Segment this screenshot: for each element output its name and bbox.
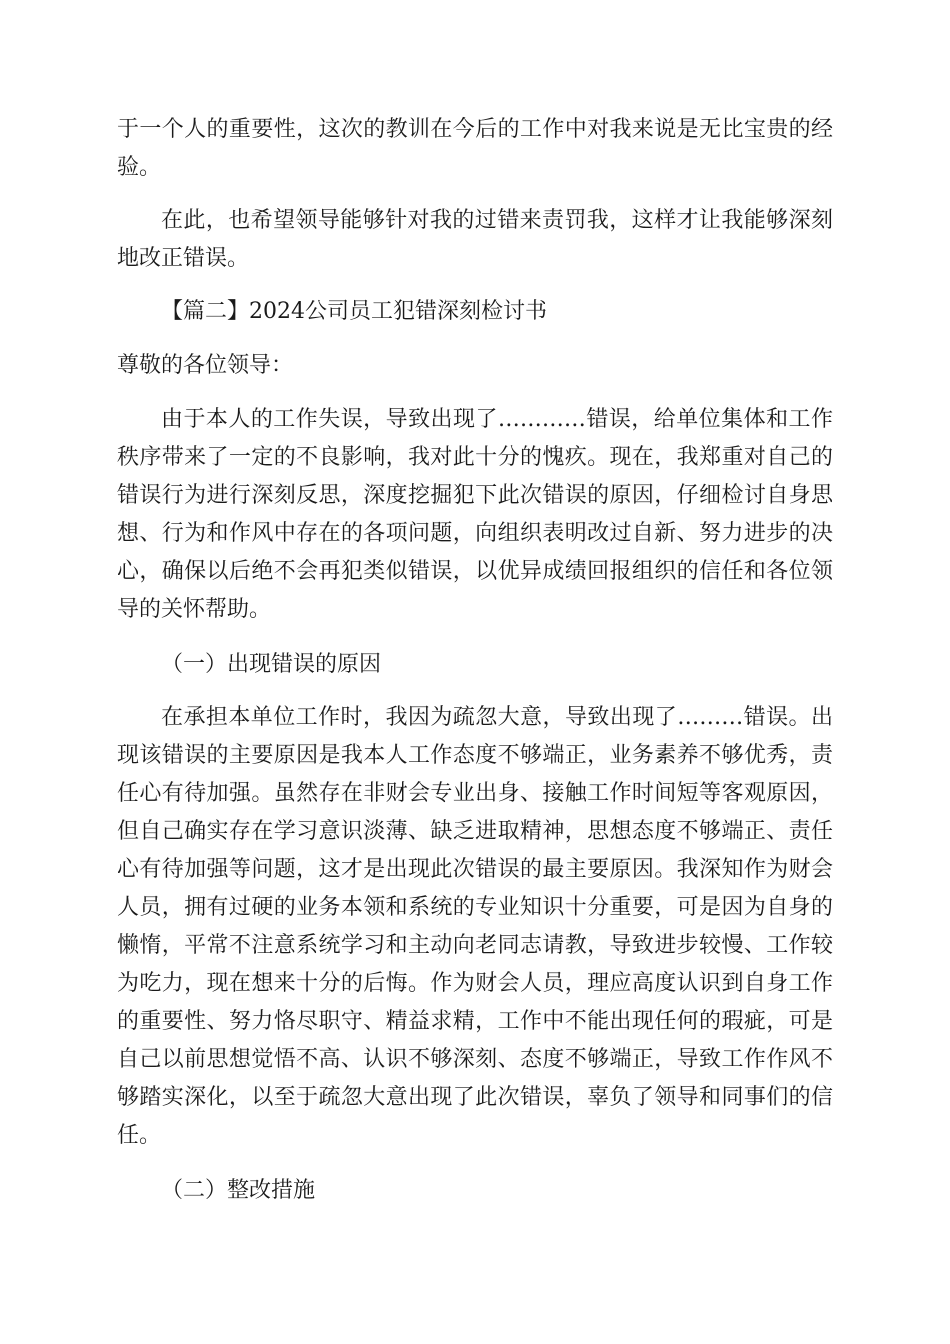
salutation: 尊敬的各位领导：	[117, 353, 294, 378]
paragraph-line: 想、行为和作风中存在的各项问题，向组织表明改过自新、努力进步的决	[117, 521, 833, 546]
subsection-heading: （二）整改措施	[161, 1178, 316, 1203]
subsection-heading: （一）出现错误的原因	[161, 652, 382, 677]
paragraph-line: 的重要性、努力恪尽职守、精益求精，工作中不能出现任何的瑕疵，可是	[117, 1009, 833, 1034]
paragraph-line: 错误行为进行深刻反思，深度挖掘犯下此次错误的原因，仔细检讨自身思	[117, 483, 833, 508]
paragraph-line: 在承担本单位工作时，我因为疏忽大意，导致出现了………错误。出	[161, 705, 833, 730]
paragraph-line: 自己以前思想觉悟不高、认识不够深刻、态度不够端正，导致工作作风不	[117, 1047, 833, 1072]
paragraph-line: 为吃力，现在想来十分的后悔。作为财会人员，理应高度认识到自身工作	[117, 971, 833, 996]
paragraph-line: 验。	[117, 155, 162, 180]
paragraph-line: 任心有待加强。虽然存在非财会专业出身、接触工作时间短等客观原因，	[117, 781, 833, 806]
paragraph-line: 人员，拥有过硬的业务本领和系统的专业知识十分重要，可是因为自身的	[117, 895, 833, 920]
paragraph-line: 懒惰，平常不注意系统学习和主动向老同志请教，导致进步较慢、工作较	[117, 933, 833, 958]
paragraph-line: 够踏实深化，以至于疏忽大意出现了此次错误，辜负了领导和同事们的信	[117, 1085, 833, 1110]
paragraph-line: 由于本人的工作失误，导致出现了…………错误，给单位集体和工作	[161, 407, 833, 432]
section-title: 【篇二】2024公司员工犯错深刻检讨书	[161, 299, 547, 324]
paragraph-line: 但自己确实存在学习意识淡薄、缺乏进取精神，思想态度不够端正、责任	[117, 819, 833, 844]
paragraph-line: 在此，也希望领导能够针对我的过错来责罚我，这样才让我能够深刻	[161, 208, 833, 233]
paragraph-line: 地改正错误。	[117, 246, 250, 271]
paragraph-line: 秩序带来了一定的不良影响，我对此十分的愧疚。现在，我郑重对自己的	[117, 445, 833, 470]
paragraph-line: 导的关怀帮助。	[117, 597, 272, 622]
paragraph-line: 心有待加强等问题，这才是出现此次错误的最主要原因。我深知作为财会	[117, 857, 833, 882]
paragraph-line: 现该错误的主要原因是我本人工作态度不够端正，业务素养不够优秀，责	[117, 743, 833, 768]
paragraph-line: 于一个人的重要性，这次的教训在今后的工作中对我来说是无比宝贵的经	[117, 117, 833, 142]
paragraph-line: 心，确保以后绝不会再犯类似错误，以优异成绩回报组织的信任和各位领	[117, 559, 833, 584]
paragraph-line: 任。	[117, 1123, 162, 1148]
